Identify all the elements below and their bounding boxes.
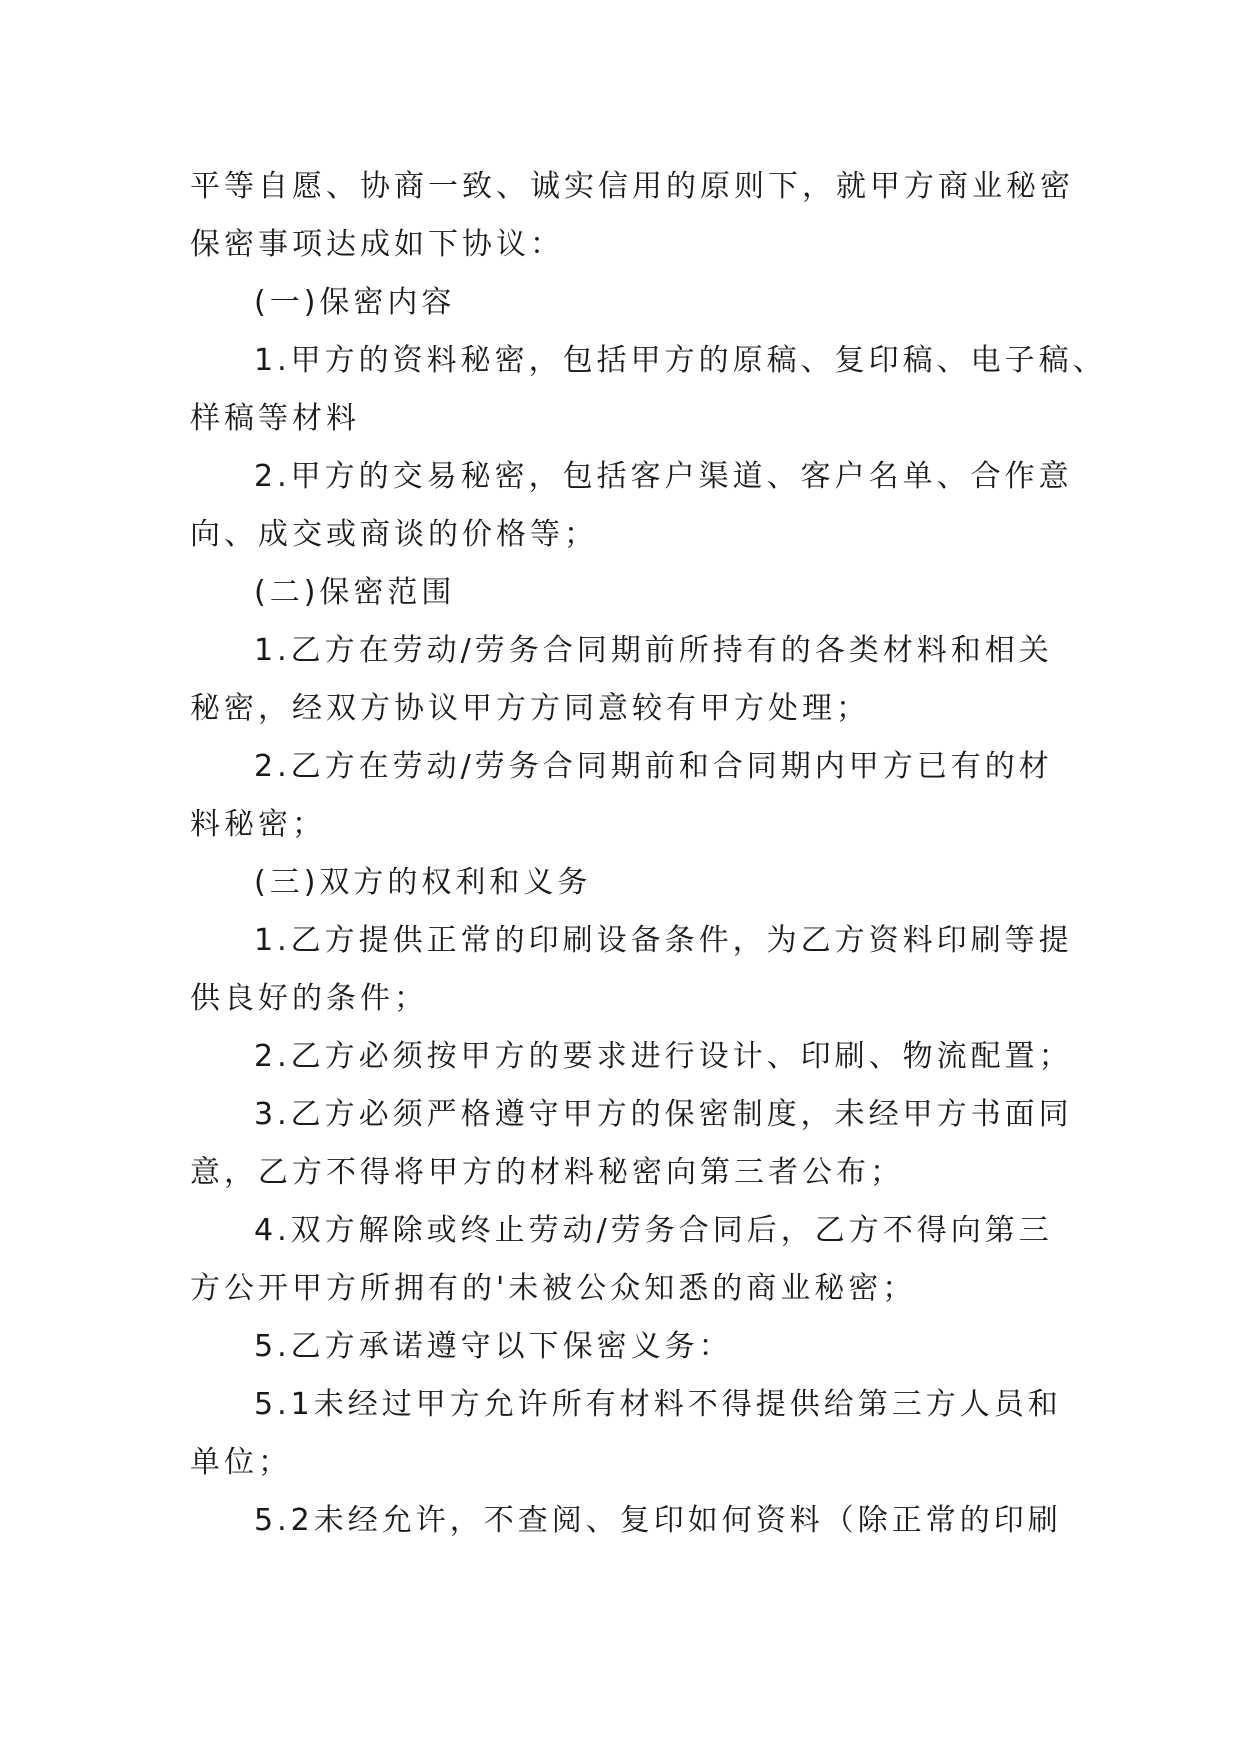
text-line: 方公开甲方所拥有的'未被公众知悉的商业秘密； <box>190 1271 917 1306</box>
text-line: (一)保密内容 <box>254 285 456 320</box>
text-line: 1.乙方提供正常的印刷设备条件，为乙方资料印刷等提 <box>254 923 1073 958</box>
text-line: 2.乙方必须按甲方的要求进行设计、印刷、物流配置； <box>254 1039 1073 1074</box>
paragraph-s1-item-2 <box>190 448 1073 564</box>
text-line: 4.双方解除或终止劳动/劳务合同后，乙方不得向第三 <box>254 1213 1053 1248</box>
text-line: (三)双方的权利和义务 <box>254 865 592 900</box>
text-line: 料秘密； <box>190 807 326 842</box>
text-line: 5.乙方承诺遵守以下保密义务： <box>254 1329 733 1364</box>
paragraph-intro <box>190 158 1074 274</box>
text-line: (二)保密范围 <box>254 575 456 610</box>
paragraph-s3-item-5-2 <box>190 1492 1070 1550</box>
text-line: 2.乙方在劳动/劳务合同期前和合同期内甲方已有的材 <box>254 749 1053 784</box>
text-line: 1.乙方在劳动/劳务合同期前所持有的各类材料和相关 <box>254 633 1053 668</box>
text-line: 保密事项达成如下协议： <box>190 227 564 262</box>
paragraph-section-2-heading <box>190 564 1070 622</box>
paragraph-s3-item-3 <box>190 1086 1073 1202</box>
text-line: 意，乙方不得将甲方的材料秘密向第三者公布； <box>190 1155 904 1190</box>
paragraph-section-3-heading <box>190 854 1070 912</box>
text-line: 样稿等材料 <box>190 401 360 436</box>
text-line: 3.乙方必须严格遵守甲方的保密制度，未经甲方书面同 <box>254 1097 1073 1132</box>
text-line: 单位； <box>190 1445 292 1480</box>
text-line: 供良好的条件； <box>190 981 428 1016</box>
text-line: 向、成交或商谈的价格等； <box>190 517 598 552</box>
text-line: 2.甲方的交易秘密，包括客户渠道、客户名单、合作意 <box>254 459 1073 494</box>
paragraph-s3-item-4 <box>190 1202 1070 1318</box>
text-line: 平等自愿、协商一致、诚实信用的原则下，就甲方商业秘密 <box>190 169 1074 204</box>
paragraph-s3-item-1 <box>190 912 1073 1028</box>
text-line: 秘密，经双方协议甲方方同意较有甲方处理； <box>190 691 870 726</box>
document-body <box>190 158 1107 1550</box>
paragraph-s3-item-2 <box>190 1028 1073 1086</box>
paragraph-s3-item-5-1 <box>190 1376 1070 1492</box>
paragraph-s2-item-1 <box>190 622 1070 738</box>
paragraph-section-1-heading <box>190 274 1070 332</box>
paragraph-s2-item-2 <box>190 738 1070 854</box>
paragraph-s3-item-5 <box>190 1318 1070 1376</box>
paragraph-s1-item-1 <box>190 332 1107 448</box>
text-line: 1.甲方的资料秘密，包括甲方的原稿、复印稿、电子稿、 <box>254 343 1107 378</box>
text-line: 5.1未经过甲方允许所有材料不得提供给第三方人员和 <box>254 1387 1062 1422</box>
text-line: 5.2未经允许，不查阅、复印如何资料（除正常的印刷 <box>254 1503 1062 1538</box>
